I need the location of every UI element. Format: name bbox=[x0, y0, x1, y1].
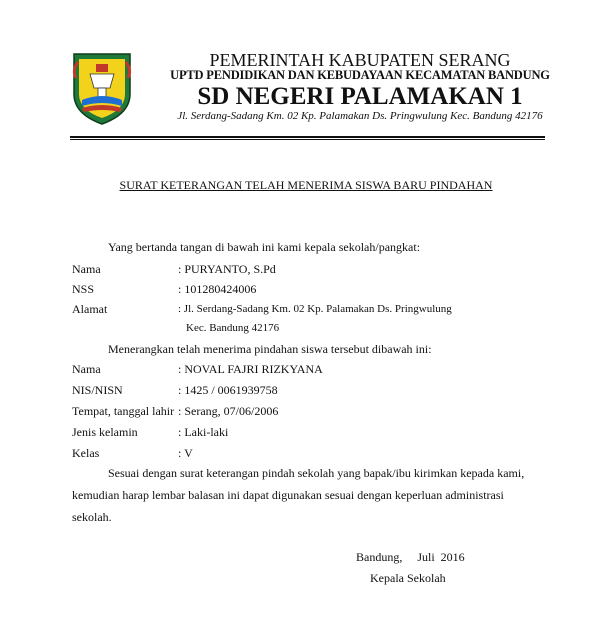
student-class-label: Kelas bbox=[72, 446, 100, 460]
closing-line-2: kemudian harap lembar balasan ini dapat digunakan sesuai dengan keperluan administrasi bbox=[72, 488, 504, 502]
closing-line-3: sekolah. bbox=[72, 510, 112, 524]
header-school-name: SD NEGERI PALAMAKAN 1 bbox=[197, 83, 523, 110]
student-class-value: : V bbox=[178, 446, 193, 460]
student-nis-label: NIS/NISN bbox=[72, 383, 123, 397]
signature-position: Kepala Sekolah bbox=[370, 571, 446, 585]
signer-name-label: Nama bbox=[72, 262, 101, 276]
place-and-date: Bandung, Juli 2016 bbox=[356, 550, 465, 564]
statement-text: Menerangkan telah menerima pindahan siswa tersebut dibawah ini: bbox=[108, 342, 432, 356]
student-birth-value: : Serang, 07/06/2006 bbox=[178, 404, 279, 418]
closing-line-1: Sesuai dengan surat keterangan pindah sekolah yang bapak/ibu kirimkan kepada kami, bbox=[108, 466, 525, 480]
header-government-name: PEMERINTAH KABUPATEN SERANG bbox=[209, 50, 511, 70]
header-divider-thin bbox=[70, 139, 545, 140]
header-address: Jl. Serdang-Sadang Km. 02 Kp. Palamakan Ds. Pringwulung Kec. Bandung 42176 bbox=[177, 110, 543, 122]
signer-address-label: Alamat bbox=[72, 302, 108, 316]
student-name-label: Nama bbox=[72, 362, 101, 376]
letter-title: SURAT KETERANGAN TELAH MENERIMA SISWA BARU PINDAHAN bbox=[119, 178, 493, 192]
regency-emblem-icon bbox=[70, 50, 134, 126]
student-name-value: : NOVAL FAJRI RIZKYANA bbox=[178, 362, 323, 376]
student-birth-label: Tempat, tanggal lahir bbox=[72, 404, 175, 418]
intro-text: Yang bertanda tangan di bawah ini kami kepala sekolah/pangkat: bbox=[108, 240, 421, 254]
signer-nss-value: : 101280424006 bbox=[178, 282, 257, 296]
header-department-name: UPTD PENDIDIKAN DAN KEBUDAYAAN KECAMATAN BANDUNG bbox=[170, 68, 550, 82]
student-gender-value: : Laki-laki bbox=[178, 425, 229, 439]
signer-address-continued: Kec. Bandung 42176 bbox=[186, 322, 280, 334]
student-nis-value: : 1425 / 0061939758 bbox=[178, 383, 278, 397]
header-divider-thick bbox=[70, 136, 545, 138]
signer-address-value: : Jl. Serdang-Sadang Km. 02 Kp. Palamakan Ds. Pringwulung bbox=[178, 303, 452, 315]
student-gender-label: Jenis kelamin bbox=[72, 425, 138, 439]
signer-nss-label: NSS bbox=[72, 282, 95, 296]
signer-name-value: : PURYANTO, S.Pd bbox=[178, 262, 276, 276]
